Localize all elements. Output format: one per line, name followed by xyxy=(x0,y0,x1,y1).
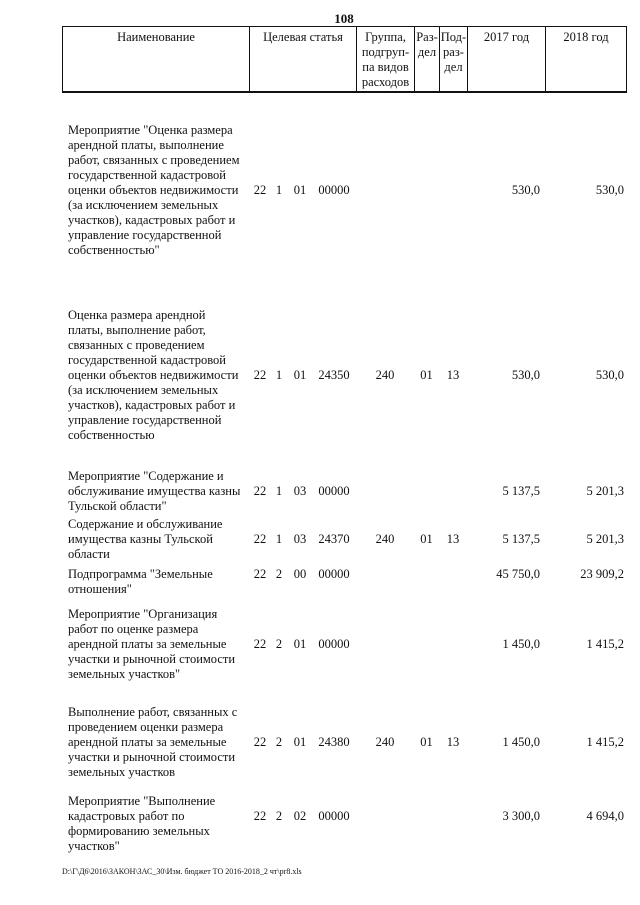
row-name-line: Тульской области" xyxy=(68,499,167,513)
header-2017: 2017 год xyxy=(468,27,546,91)
row-name-line: участков" xyxy=(68,839,120,853)
code-event: 00 xyxy=(293,567,307,581)
row-name-line: земельных участков" xyxy=(68,667,181,681)
row-name-line: арендной платы за земельные xyxy=(68,637,227,651)
file-path-footer: D:\Г\Д6\2016\ЗАКОН\ЗАС_30\Изм. бюджет ТО 2016-2018_2 чт\pr8.xls xyxy=(62,867,302,876)
row-name-line: участки и рыночной стоимости xyxy=(68,750,236,764)
row-2018: 1 415,2 xyxy=(586,735,624,749)
header-2018: 2018 год xyxy=(563,30,609,44)
row-name-line: области xyxy=(68,547,110,561)
code-direction: 24350 xyxy=(318,368,350,382)
code-event: 03 xyxy=(293,532,307,546)
row-2018: 4 694,0 xyxy=(586,809,624,823)
row-2017: 1 450,0 xyxy=(502,637,540,651)
header-name: Наименование xyxy=(63,27,250,91)
row-name-line: формированию земельных xyxy=(68,824,210,838)
code-event: 01 xyxy=(293,183,307,197)
row-subsection: 13 xyxy=(446,735,460,749)
row-name-line: арендной платы за земельные xyxy=(68,735,227,749)
row-name-line: земельных участков xyxy=(68,765,176,779)
row-name-line: управление государственной xyxy=(68,228,222,242)
row-name-line: проведением оценки размера xyxy=(68,720,224,734)
row-2017: 530,0 xyxy=(511,183,540,197)
code-event: 01 xyxy=(293,368,307,382)
row-name-line: оценки объектов недвижимости xyxy=(68,368,239,382)
row-name-line: имущества казны Тульской xyxy=(68,532,213,546)
code-program: 22 xyxy=(253,368,267,382)
row-name-line: собственностью xyxy=(68,428,155,442)
page-number: 108 xyxy=(334,11,354,26)
row-name-line: Мероприятие "Содержание и xyxy=(68,469,224,483)
row-group: 240 xyxy=(375,735,395,749)
code-event: 01 xyxy=(293,637,307,651)
row-group: 240 xyxy=(375,532,395,546)
row-name-line: Оценка размера арендной xyxy=(68,308,206,322)
row-name xyxy=(68,567,250,597)
row-name-line: связанных с проведением xyxy=(68,338,205,352)
row-2018: 5 201,3 xyxy=(586,484,624,498)
row-2017: 5 137,5 xyxy=(502,484,540,498)
code-subprogram: 2 xyxy=(275,567,283,581)
row-2018: 530,0 xyxy=(595,368,624,382)
row-section: 01 xyxy=(420,532,433,546)
code-program: 22 xyxy=(253,484,267,498)
row-name-line: (за исключением земельных xyxy=(68,198,219,212)
row-name-line: (за исключением земельных xyxy=(68,383,219,397)
row-name-line: государственной кадастровой xyxy=(68,168,226,182)
row-name-line: Мероприятие "Выполнение xyxy=(68,794,216,808)
code-program: 22 xyxy=(253,532,267,546)
header-subsection: Под- раз- дел xyxy=(440,27,468,91)
row-name-line: обслуживание имущества казны xyxy=(68,484,241,498)
code-direction: 00000 xyxy=(318,183,350,197)
row-name-line: отношения" xyxy=(68,582,132,596)
row-name-line: Содержание и обслуживание xyxy=(68,517,223,531)
row-name-line: государственной кадастровой xyxy=(68,353,226,367)
row-name-line: управление государственной xyxy=(68,413,222,427)
row-subsection: 13 xyxy=(446,532,460,546)
row-name xyxy=(68,607,250,682)
row-2018: 5 201,3 xyxy=(586,532,624,546)
row-section: 01 xyxy=(420,735,433,749)
row-name-line: участки и рыночной стоимости xyxy=(68,652,236,666)
table-header xyxy=(62,26,627,93)
row-name-line: арендной платы, выполнение xyxy=(68,138,224,152)
row-2018: 530,0 xyxy=(595,183,624,197)
code-subprogram: 1 xyxy=(275,532,283,546)
code-direction: 00000 xyxy=(318,567,350,581)
row-name-line: Подпрограмма "Земельные xyxy=(68,567,213,581)
row-section: 01 xyxy=(420,368,433,382)
row-name xyxy=(68,123,250,258)
code-direction: 00000 xyxy=(318,484,350,498)
code-program: 22 xyxy=(253,735,267,749)
row-name xyxy=(68,517,250,562)
row-name-line: Мероприятие "Организация xyxy=(68,607,218,621)
code-subprogram: 2 xyxy=(275,809,283,823)
row-name-line: участков), кадастровых работ и xyxy=(68,213,236,227)
code-direction: 24380 xyxy=(318,735,350,749)
code-subprogram: 1 xyxy=(275,368,283,382)
code-subprogram: 2 xyxy=(275,637,283,651)
row-name-line: кадастровых работ по xyxy=(68,809,185,823)
code-direction: 24370 xyxy=(318,532,350,546)
row-2018: 1 415,2 xyxy=(586,637,624,651)
header-target-article: Целевая статья xyxy=(250,27,357,91)
row-2017: 1 450,0 xyxy=(502,735,540,749)
code-subprogram: 1 xyxy=(275,183,283,197)
row-name xyxy=(68,705,250,780)
row-name xyxy=(68,469,250,514)
row-name-line: Мероприятие "Оценка размера xyxy=(68,123,233,137)
code-program: 22 xyxy=(253,567,267,581)
code-event: 03 xyxy=(293,484,307,498)
row-2017: 530,0 xyxy=(511,368,540,382)
code-direction: 00000 xyxy=(318,637,350,651)
code-program: 22 xyxy=(253,183,267,197)
row-2017: 45 750,0 xyxy=(496,567,540,581)
code-program: 22 xyxy=(253,637,267,651)
code-direction: 00000 xyxy=(318,809,350,823)
row-name-line: собственностью" xyxy=(68,243,160,257)
code-event: 02 xyxy=(293,809,307,823)
row-name xyxy=(68,308,250,443)
code-program: 22 xyxy=(253,809,267,823)
row-2018: 23 909,2 xyxy=(580,567,624,581)
row-name-line: Выполнение работ, связанных с xyxy=(68,705,238,719)
row-subsection: 13 xyxy=(446,368,460,382)
row-name-line: оценки объектов недвижимости xyxy=(68,183,239,197)
row-2017: 5 137,5 xyxy=(502,532,540,546)
row-name-line: платы, выполнение работ, xyxy=(68,323,206,337)
header-section: Раз- дел xyxy=(415,27,440,91)
row-group: 240 xyxy=(375,368,395,382)
row-name-line: работ, связанных с проведением xyxy=(68,153,240,167)
row-name-line: участков), кадастровых работ и xyxy=(68,398,236,412)
row-name-line: работ по оценке размера xyxy=(68,622,199,636)
code-subprogram: 2 xyxy=(275,735,283,749)
code-subprogram: 1 xyxy=(275,484,283,498)
row-name xyxy=(68,794,250,854)
row-2017: 3 300,0 xyxy=(502,809,540,823)
code-event: 01 xyxy=(293,735,307,749)
header-group: Группа, подгруп- па видов расходов xyxy=(357,27,415,91)
